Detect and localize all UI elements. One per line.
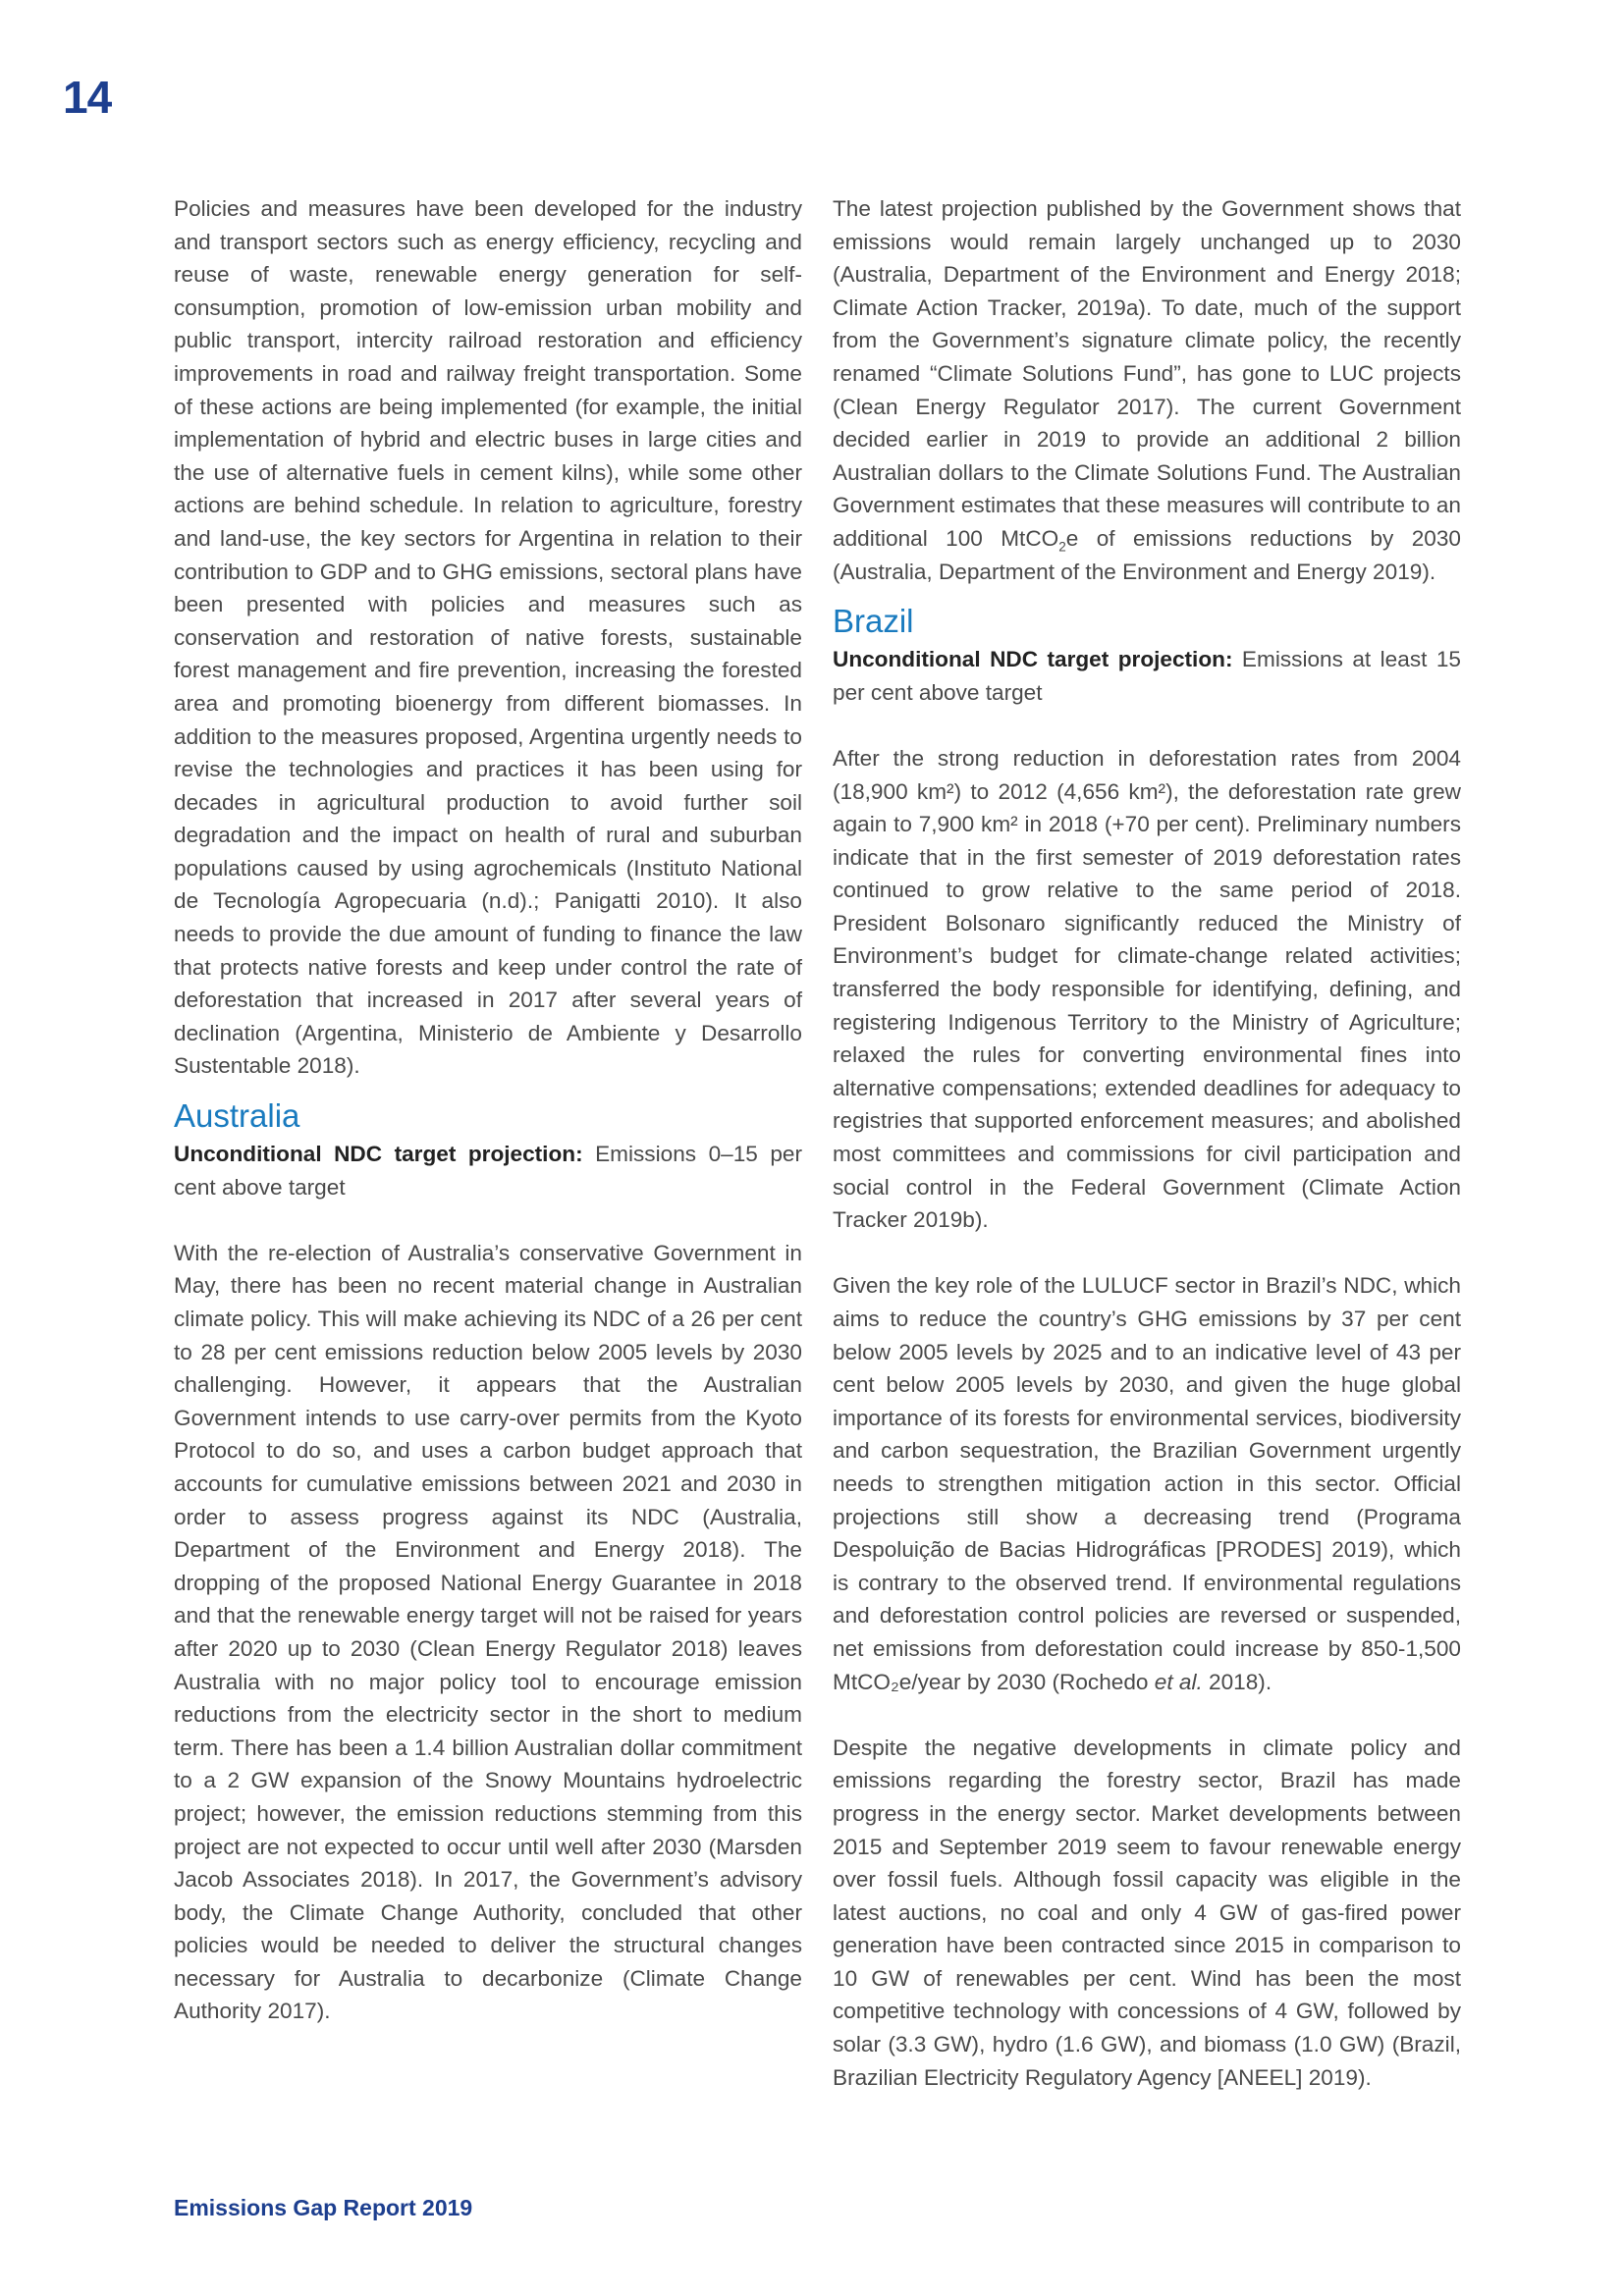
target-text: Emissions 0–15 per cent above target — [174, 1142, 802, 1200]
brazil-target-projection — [833, 643, 1461, 709]
section-heading-brazil: Brazil — [833, 603, 914, 640]
australia-paragraph: With the re-election of Australia’s conservative Government in May, there has been no recent material change in Australian climate policy. This will make achieving its NDC of a 26 per cent to 28 per cent emissions reduction below 2005 levels by 2030 challenging. However, it appears that the Australian Government intends to use carry-over permits from the Kyoto Protocol to do so, and uses a carbon budget approach that accounts for cumulative emissions between 2021 and 2030 in order to assess progress against its NDC (Australia, Department of the Environment and Energy 2018). The dropping of the proposed National Energy Guarantee in 2018 and that the renewable energy target will not be raised for years after 2020 up to 2030 (Clean Energy Regulator 2018) leaves Australia with no major policy tool to encourage emission reductions from the electricity sector in the short to medium term. There has been a 1.4 billion Australian dollar commitment to a 2 GW expansion of the Snowy Mountains hydroelectric project; however, the emission reductions stemming from this project are not expected to occur until well after 2030 (Marsden Jacob Associates 2018). In 2017, the Government’s advisory body, the Climate Change Authority, concluded that other policies would be needed to deliver the structural changes necessary for Australia to decarbonize (Climate Change Authority 2017). — [174, 1240, 802, 2024]
subscript: 2 — [1058, 539, 1066, 555]
target-label: Unconditional NDC target projection: — [833, 647, 1233, 672]
target-label: Unconditional NDC target projection: — [174, 1142, 583, 1167]
right-column — [833, 192, 1461, 2094]
section-heading-australia: Australia — [174, 1097, 300, 1135]
brazil-deforestation-paragraph: After the strong reduction in deforestation rates from 2004 (18,900 km²) to 2012 (4,656 km²), the deforestation rate grew again to 7,900 km² in 2018 (+70 per cent). Preliminary numbers indicate that in the first semester of 2019 deforestation rates continued to grow relative to the same period of 2018. President Bolsonaro significantly reduced the Ministry of Environment’s budget for climate-change related activities; transferred the body responsible for identifying, defining, and registering Indigenous Territory to the Ministry of Agriculture; relaxed the rules for converting environmental fines into alternative compensations; extended deadlines for adequacy to registries that supported enforcement measures; and abolished most committees and commissions for civil participation and social control in the Federal Government (Climate Action Tracker 2019b). — [833, 745, 1461, 1233]
paragraph-part: The latest projection published by the Government shows that emissions would remain largely unchanged up to 2030 (Australia, Department of the Environment and Energy 2018; Climate Action Tracker, 2019a). To date, much of the support from the Government’s signature climate policy, the recently renamed “Climate Solutions Fund”, has gone to LUC projects (Clean Energy Regulator 2017). The current Government decided earlier in 2019 to provide an additional 2 billion Australian dollars to the Climate Solutions Fund. The Australian Government estimates that these measures will contribute to an additional 100 MtCO — [833, 196, 1461, 551]
footer-report-title: Emissions Gap Report 2019 — [174, 2195, 473, 2220]
argentina-paragraph: Policies and measures have been developed for the industry and transport sectors such as energy efficiency, recycling and reuse of waste, renewable energy generation for self-consumption, promotion of low-emission urban mobility and public transport, intercity railroad restoration and efficiency improvements in road and railway freight transportation. Some of these actions are being implemented (for example, the initial implementation of hybrid and electric buses in large cities and the use of alternative fuels in cement kilns), while some other actions are behind schedule. In relation to agriculture, forestry and land-use, the key sectors for Argentina in relation to their contribution to GDP and to GHG emissions, sectoral plans have been presented with policies and measures such as conservation and restoration of native forests, sustainable forest management and fire prevention, increasing the forested area and promoting bioenergy from different biomasses. In addition to the measures proposed, Argentina urgently needs to revise the technologies and practices it has been using for decades in agricultural production to avoid further soil degradation and the impact on health of rural and suburban populations caused by using agrochemicals (Instituto National de Tecnología Agropecuaria (n.d).; Panigatti 2010). It also needs to provide the due amount of funding to finance the law that protects native forests and keep under control the rate of deforestation that increased in 2017 after several years of declination (Argentina, Ministerio de Ambiente y Desarrollo Sustentable 2018). — [174, 196, 802, 1079]
australia-projection-paragraph — [833, 192, 1461, 588]
paragraph-part: 2018). — [1202, 1669, 1272, 1694]
brazil-lulucf-paragraph — [833, 1269, 1461, 1698]
page-number: 14 — [63, 72, 112, 123]
brazil-energy-paragraph: Despite the negative developments in climate policy and emissions regarding the forestry sector, Brazil has made progress in the energy sector. Market developments between 2015 and September 2019 seem to favour renewable energy over fossil fuels. Although fossil capacity was eligible in the latest auctions, no coal and only 4 GW of gas-fired power generation have been contracted since 2015 in comparison to 10 GW of renewables per cent. Wind has been the most competitive technology with concessions of 4 GW, followed by solar (3.3 GW), hydro (1.6 GW), and biomass (1.0 GW) (Brazil, Brazilian Electricity Regulatory Agency [ANEEL] 2019). — [833, 1735, 1461, 2090]
left-column — [174, 192, 802, 2028]
australia-target-projection — [174, 1138, 802, 1203]
italic-text: et al. — [1154, 1669, 1203, 1694]
paragraph-part: Given the key role of the LULUCF sector in Brazil’s NDC, which aims to reduce the country’s GHG emissions by 37 per cent below 2005 levels by 2025 and to an indicative level of 43 per cent below 2005 levels by 2030, and given the huge global importance of its forests for environmental services, biodiversity and carbon sequestration, the Brazilian Government urgently needs to strengthen mitigation action in this sector. Official projections still show a decreasing trend (Programa Despoluição de Bacias Hidrográficas [PRODES] 2019), which is contrary to the observed trend. If environmental regulations and deforestation control policies are reversed or suspended, net emissions from deforestation could increase by 850-1,500 MtCO₂e/year by 2030 (Rochedo — [833, 1273, 1461, 1694]
target-text: Emissions at least 15 per cent above target — [833, 647, 1461, 705]
paragraph-part: e of emissions reductions by 2030 (Australia, Department of the Environment and Energy 2019). — [833, 525, 1461, 584]
